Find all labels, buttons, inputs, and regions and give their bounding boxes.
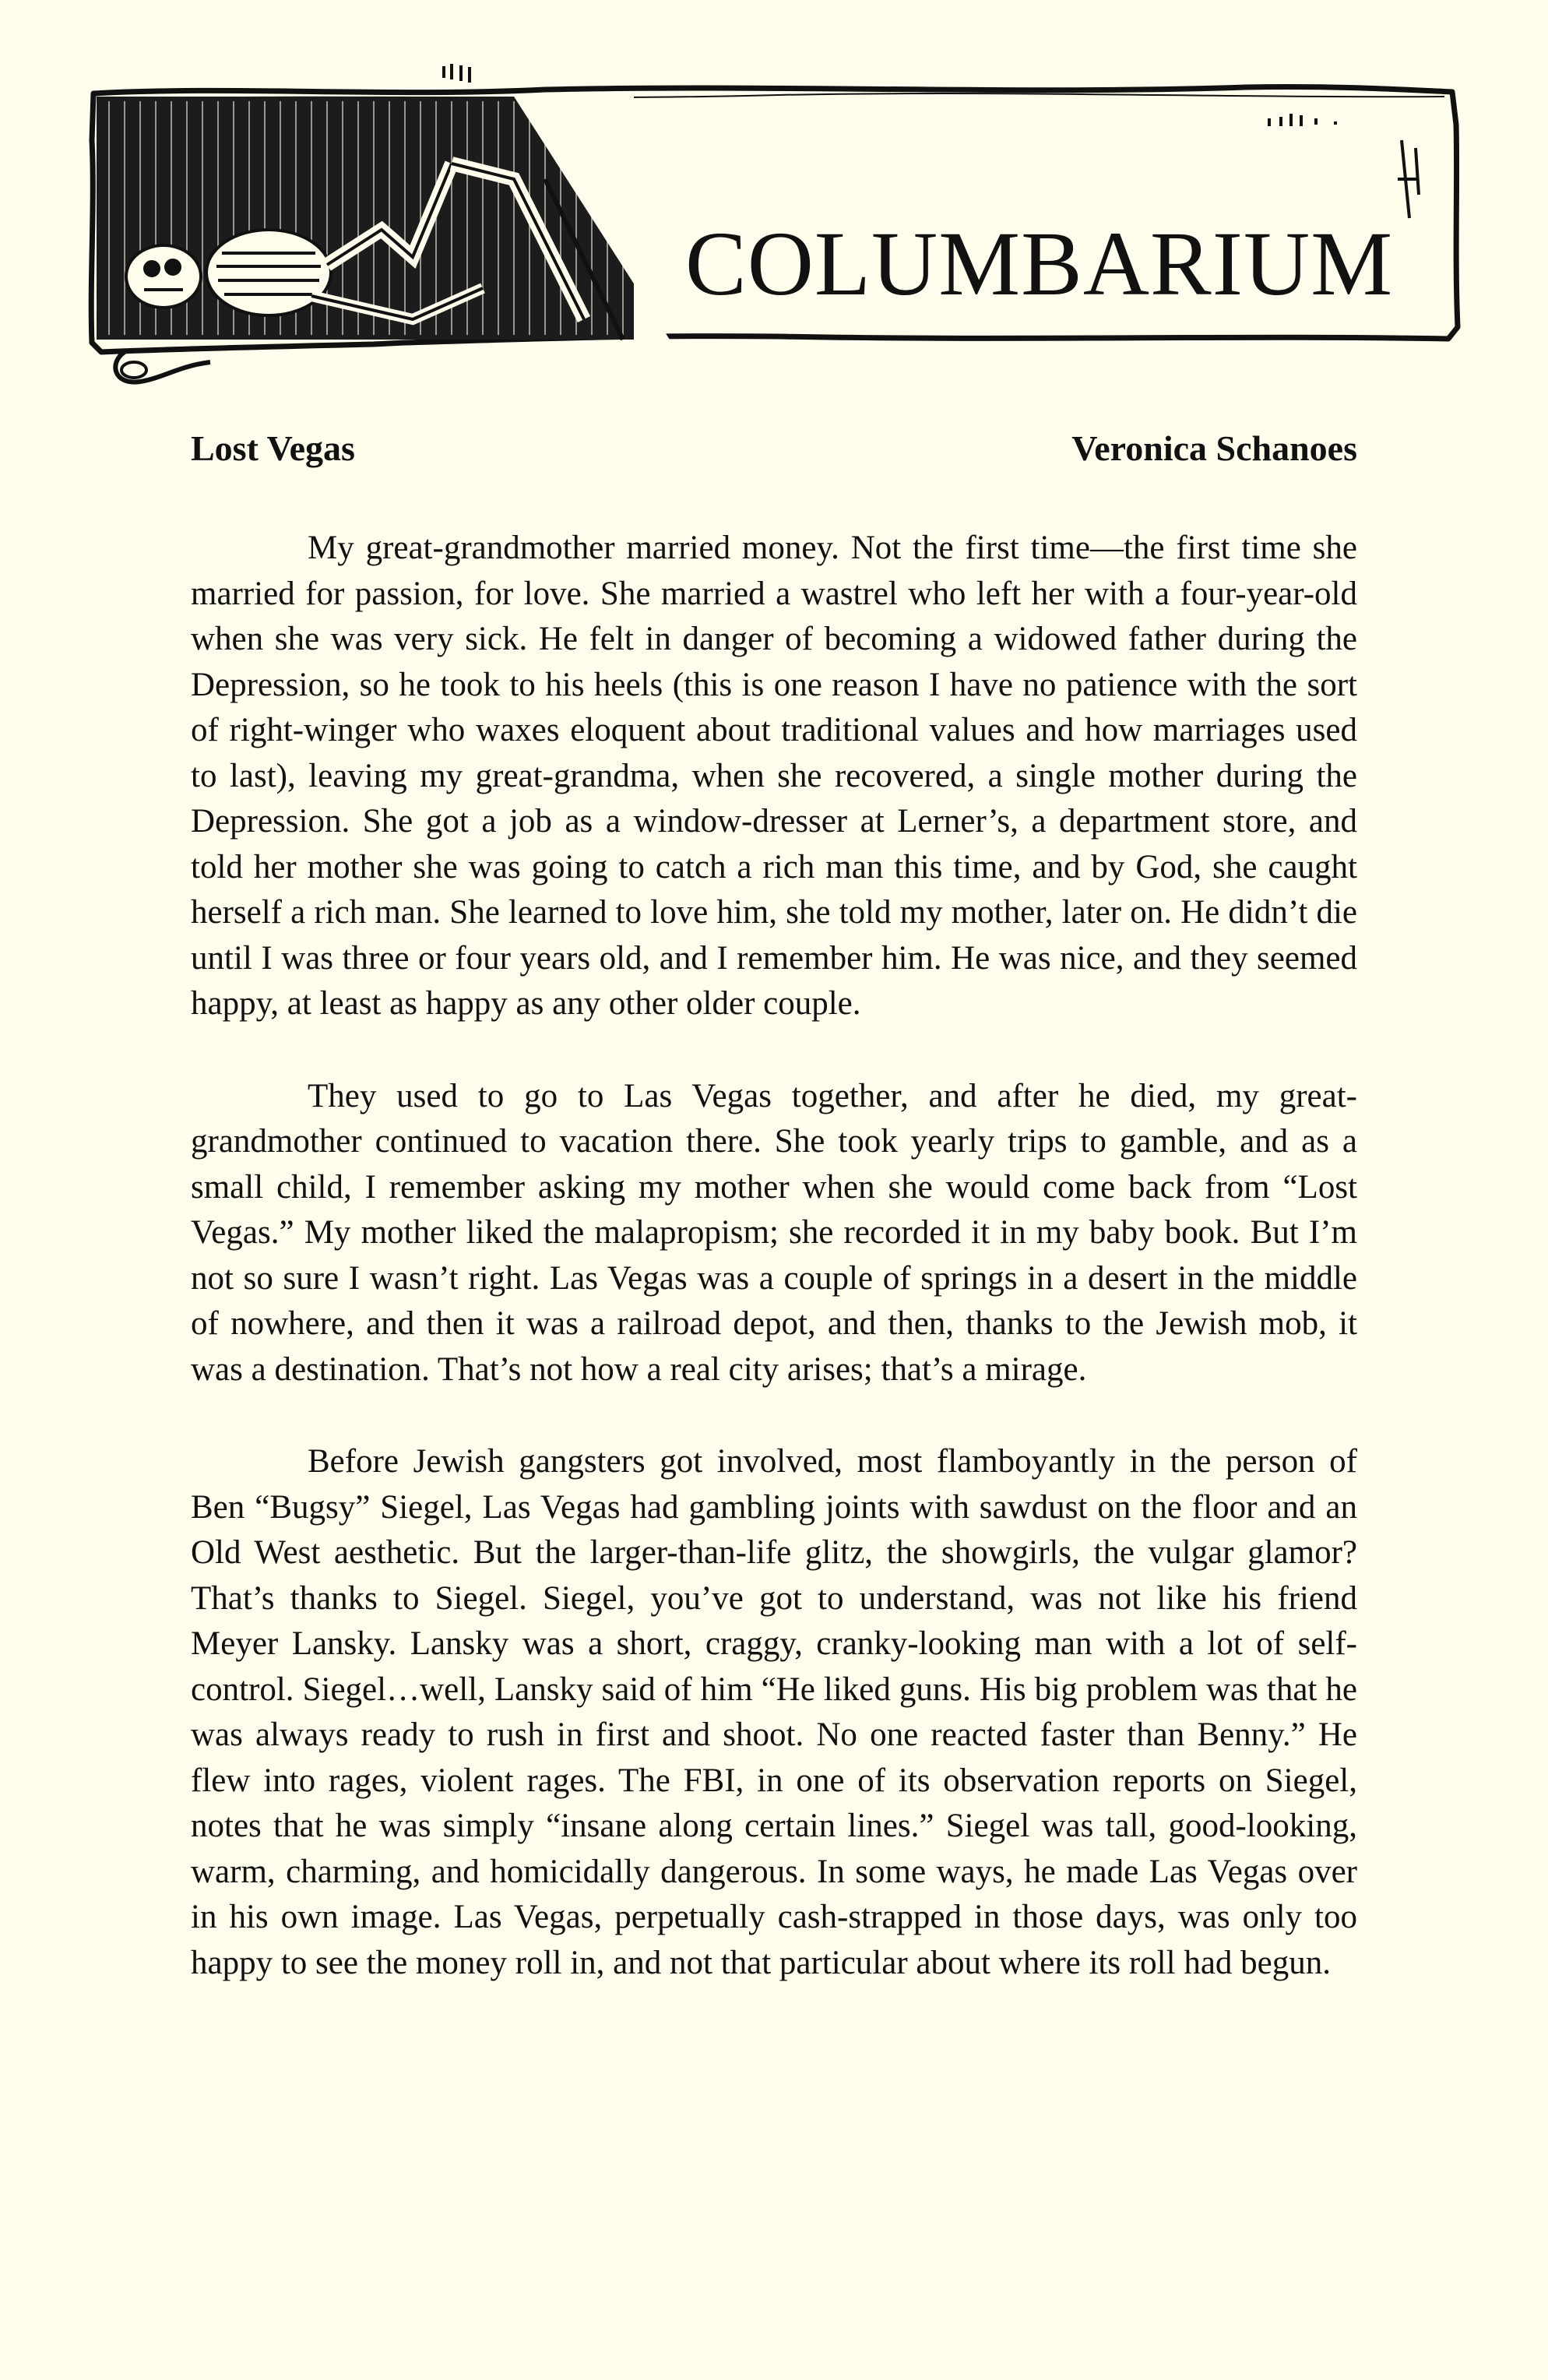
masthead-title: COLUMBARIUM (685, 213, 1394, 315)
byline (191, 427, 1357, 470)
author-name: Veronica Schanoes (1071, 428, 1357, 468)
skeleton-illustration (97, 97, 670, 382)
paragraph: My great-grandmother married money. Not the first time—the first time she married for passion, for love. She married a wastrel who left her with a four-year-old when she was very sick. He felt in danger of becoming a widowed father during the Depression, so he took to his heels (this is one reason I have no patience with the sort of right-winger who waxes eloquent about traditional values and how marriages used to last), leaving my great-grandma, when she recovered, a single mother during the Depression. She got a job as a window-dresser at Lerner’s, a department store, and told her mother she was going to catch a rich man this time, and by God, she caught herself a rich man. She learned to love him, she told my mother, later on. He didn’t die until I was three or four years old, and I remember him. He was nice, and they seemed happy, at least as happy as any other older couple. (191, 530, 1357, 1022)
article-body (191, 526, 1357, 2033)
article-title: Lost Vegas (191, 428, 355, 468)
paragraph: Before Jewish gangsters got involved, most flamboyantly in the person of Ben “Bugsy” Siegel, Las Vegas had gambling joints with sawdust on the floor and an Old West aesthetic. But the larger-than-life glitz, the showgirls, the vulgar glamor? That’s thanks to Siegel. Siegel, you’ve got to understand, was not like his friend Meyer Lansky. Lansky was a short, craggy, cranky-looking man with a lot of self-control. Siegel…well, Lansky said of him “He liked guns. His big problem was that he was always ready to rush in first and shoot. No one reacted faster than Benny.” He flew into rages, violent rages. The FBI, in one of its observation reports on Siegel, notes that he was simply “insane along certain lines.” Siegel was tall, good-looking, warm, charming, and homicidally dangerous. In some ways, he made Las Vegas over in his own image. Las Vegas, perpetually cash-strapped in those days, was only too happy to see the money roll in, and not that particular about where its roll had begun. (191, 1443, 1357, 1981)
masthead-banner (78, 62, 1472, 389)
paragraph: They used to go to Las Vegas together, and after he died, my great-grandmother continued to vacation there. She took yearly trips to gamble, and as a small child, I remember asking my mother when she would come back from “Lost Vegas.” My mother liked the malapropism; she recorded it in my baby book. But I’m not so sure I wasn’t right. Las Vegas was a couple of springs in a desert in the middle of nowhere, and then it was a railroad depot, and then, thanks to the Jewish mob, it was a destination. That’s not how a real city arises; that’s a mirage. (191, 1077, 1357, 1388)
